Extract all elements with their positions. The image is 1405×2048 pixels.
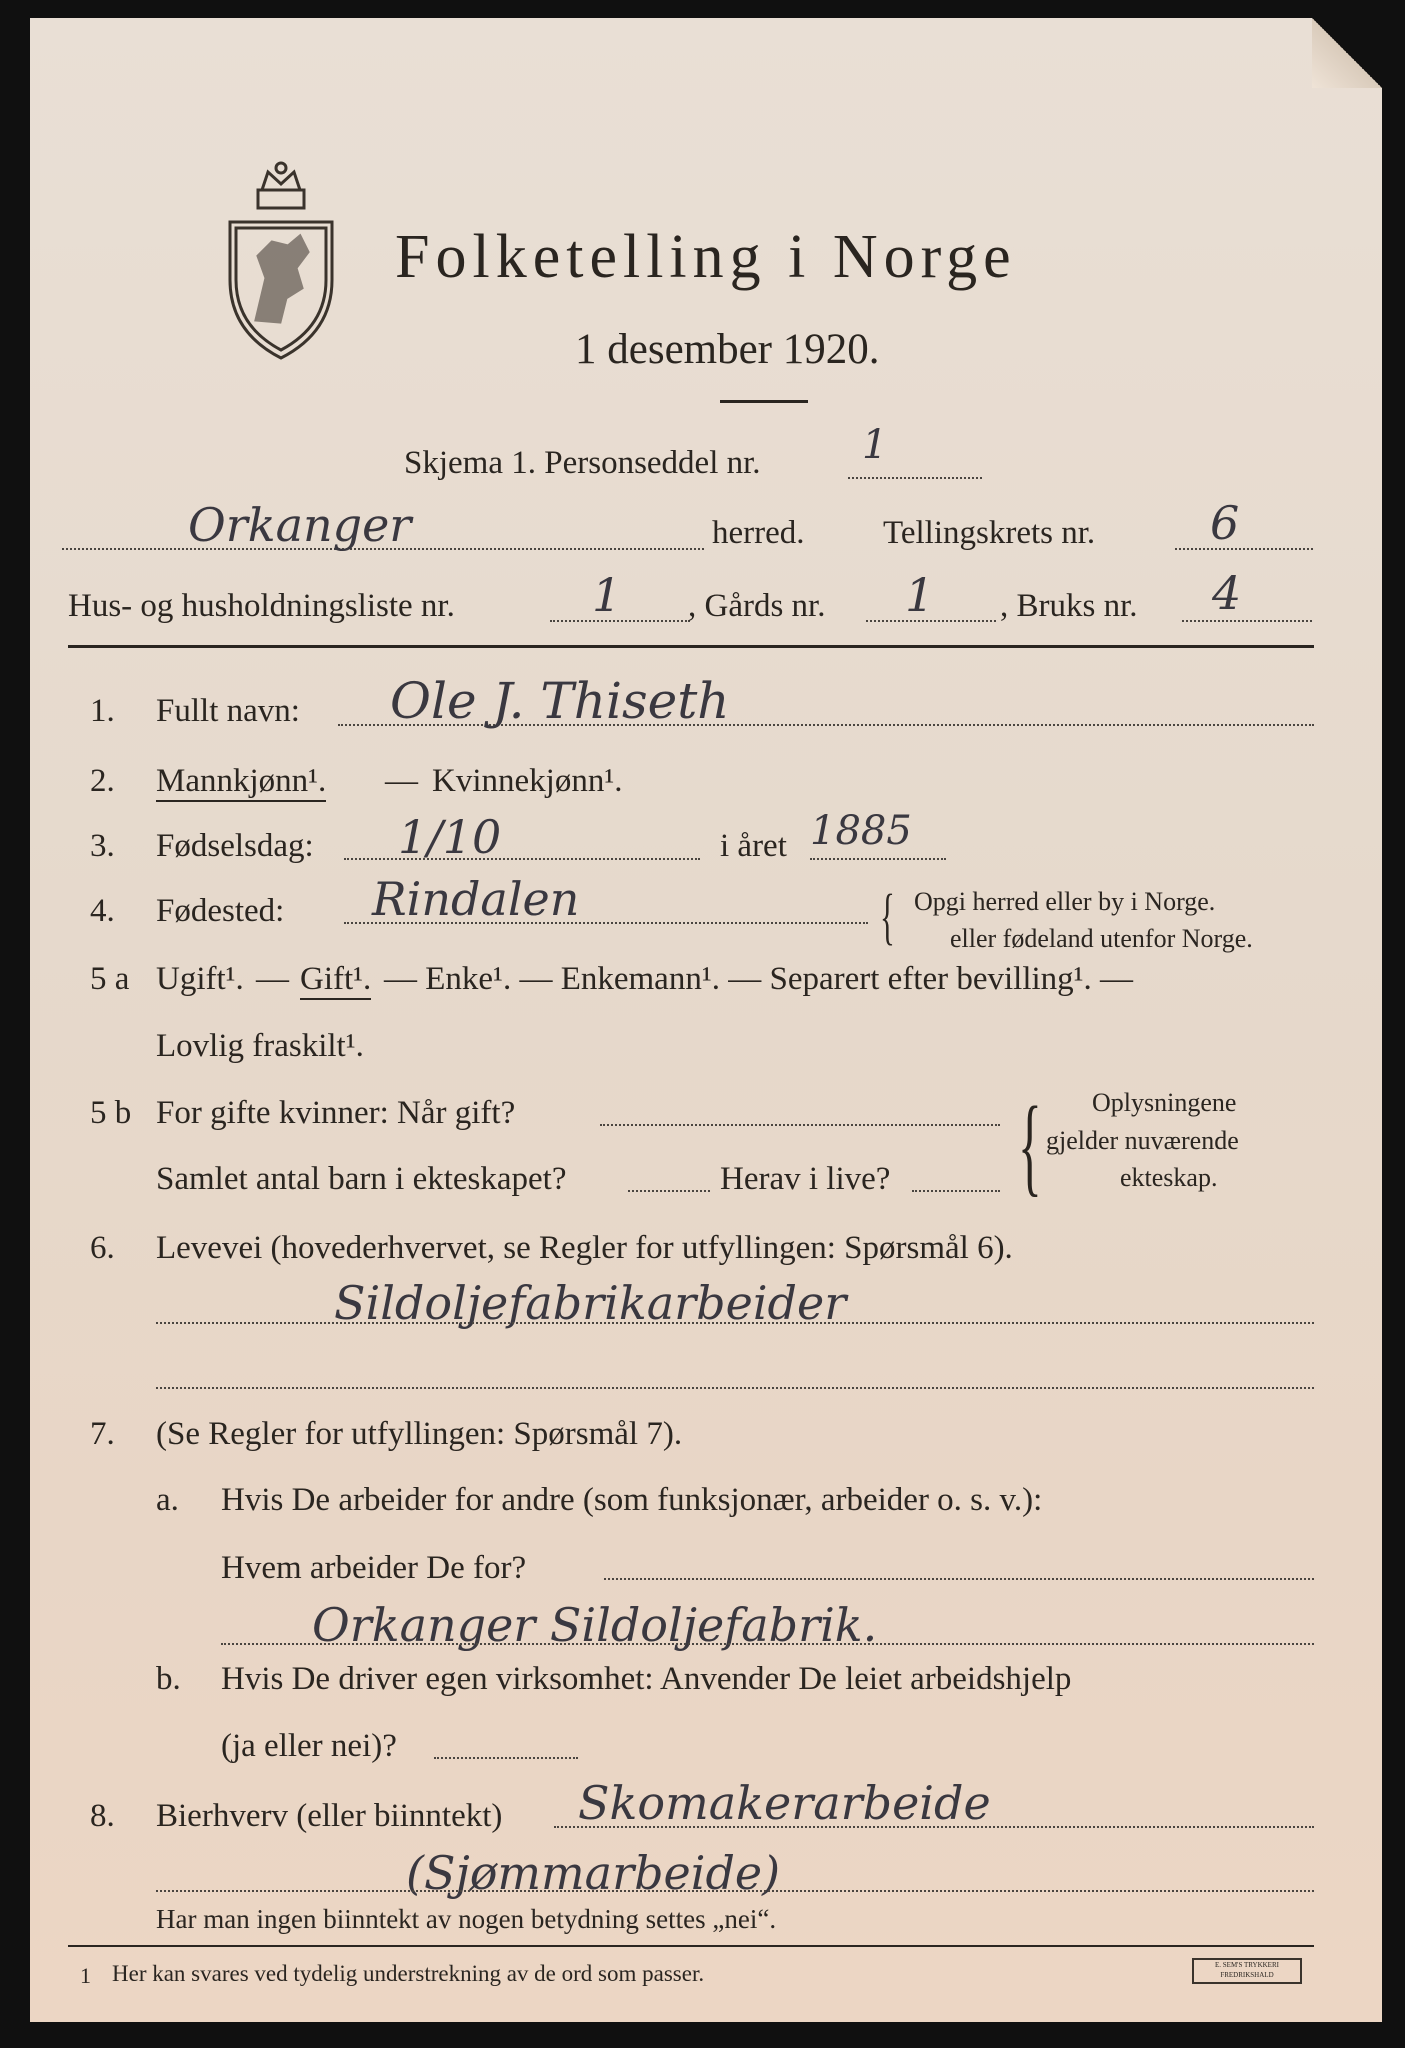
q2-number: 2. — [90, 763, 115, 799]
q5a-number: 5 a — [90, 961, 130, 997]
q5b-line1 — [600, 1124, 1000, 1126]
bruks-label: , Bruks nr. — [1000, 588, 1138, 624]
q2-mannkjonn: Mannkjønn¹. — [156, 765, 326, 802]
q7-label: (Se Regler for utfyllingen: Spørsmål 7). — [156, 1416, 683, 1452]
footnote-mark: 1 — [80, 1963, 91, 1988]
q2-separator: — — [385, 763, 418, 799]
footer-divider — [68, 1945, 1314, 1947]
q7a-value: Orkanger Sildoljefabrik. — [312, 1598, 878, 1652]
q7a-line1 — [604, 1578, 1314, 1580]
gards-label: , Gårds nr. — [688, 588, 826, 624]
q7b-line — [434, 1757, 578, 1759]
q8-line2 — [156, 1890, 1314, 1892]
q4-brace: { — [880, 883, 895, 951]
q3-year-label: i året — [720, 828, 787, 864]
q5a-sep: — — [256, 961, 289, 997]
q1-number: 1. — [90, 693, 115, 729]
q5b-label-nar-gift: For gifte kvinner: Når gift? — [156, 1095, 516, 1131]
skjema-label: Skjema 1. Personseddel nr. — [404, 445, 761, 481]
q4-number: 4. — [90, 893, 115, 929]
q5b-label-live: Herav i live? — [720, 1161, 891, 1197]
q1-label: Fullt navn: — [156, 693, 300, 729]
norway-coat-of-arms-icon — [222, 160, 340, 366]
bruks-value: 4 — [1212, 566, 1242, 620]
q6-line1 — [156, 1322, 1314, 1324]
q7-number: 7. — [90, 1416, 115, 1452]
q7a-line2 — [221, 1643, 1314, 1645]
q7a-text: Hvis De arbeider for andre (som funksjonær, arbeider o. s. v.): — [221, 1482, 1043, 1518]
q7b-question: (ja eller nei)? — [221, 1728, 397, 1764]
gards-value: 1 — [905, 568, 935, 622]
q5b-brace: { — [1018, 1084, 1042, 1206]
herred-value: Orkanger — [188, 498, 412, 552]
q6-label: Levevei (hovederhvervet, se Regler for utfyllingen: Spørsmål 6). — [156, 1230, 1013, 1266]
tellingskrets-line — [1175, 548, 1313, 550]
footnote-text: Her kan svares ved tydelig understrekning av de ord som passer. — [112, 1961, 705, 1986]
q5b-line3 — [912, 1190, 1000, 1192]
q1-value: Ole J. Thiseth — [390, 672, 730, 730]
q3-label: Fødselsdag: — [156, 828, 314, 864]
q4-value: Rindalen — [372, 872, 580, 926]
q6-value: Sildoljefabrikarbeider — [334, 1276, 847, 1330]
form-title: Folketelling i Norge — [395, 223, 1017, 291]
q6-number: 6. — [90, 1230, 115, 1266]
q8-value2: (Sjømmarbeide) — [406, 1846, 781, 1900]
q5b-label-barn: Samlet antal barn i ekteskapet? — [156, 1161, 567, 1197]
q5a-lovlig-fraskilt: Lovlig fraskilt¹. — [156, 1028, 364, 1064]
q5b-note-line3: ekteskap. — [1120, 1163, 1218, 1192]
q5b-note-line2: gjelder nuværende — [1046, 1126, 1239, 1155]
q5a-ugift: Ugift¹. — [156, 961, 244, 997]
tellingskrets-label: Tellingskrets nr. — [883, 515, 1096, 551]
herred-label: herred. — [712, 515, 805, 551]
q7a-letter: a. — [156, 1482, 179, 1518]
q3-value: 1/10 — [398, 810, 502, 864]
header-divider — [68, 645, 1314, 648]
q7a-question: Hvem arbeider De for? — [221, 1550, 527, 1586]
q5a-gift: Gift¹. — [300, 963, 371, 1000]
q7b-text: Hvis De driver egen virksomhet: Anvender De leiet arbeidshjelp — [221, 1661, 1072, 1697]
q8-label: Bierhverv (eller biinntekt) — [156, 1798, 503, 1834]
q4-label: Fødested: — [156, 893, 285, 929]
q3-year-value: 1885 — [810, 808, 912, 854]
skjema-value: 1 — [862, 422, 888, 468]
husliste-label: Hus- og husholdningsliste nr. — [68, 588, 455, 624]
q7b-letter: b. — [156, 1661, 181, 1697]
husliste-value: 1 — [592, 568, 622, 622]
q8-note: Har man ingen biinntekt av nogen betydning settes „nei“. — [156, 1904, 777, 1934]
q2-kvinnekjonn: Kvinnekjønn¹. — [432, 763, 623, 799]
q3-year-line — [810, 858, 946, 860]
torn-corner — [1312, 18, 1382, 88]
q5b-number: 5 b — [90, 1095, 132, 1131]
q4-note-line2: eller fødeland utenfor Norge. — [950, 924, 1253, 953]
q5b-note-line1: Oplysningene — [1092, 1088, 1237, 1117]
title-divider — [720, 400, 808, 403]
printer-stamp: E. SEM'S TRYKKERI FREDRIKSHALD — [1192, 1958, 1302, 1984]
form-date: 1 desember 1920. — [575, 326, 880, 373]
q4-note-line1: Opgi herred eller by i Norge. — [914, 887, 1216, 916]
q5b-line2 — [628, 1190, 710, 1192]
q8-value1: Skomakerarbeide — [578, 1776, 991, 1830]
q5a-rest: — Enke¹. — Enkemann¹. — Separert efter bevilling¹. — — [384, 961, 1134, 997]
tellingskrets-value: 6 — [1210, 496, 1240, 550]
bruks-line — [1182, 620, 1312, 622]
q8-number: 8. — [90, 1798, 115, 1834]
q6-line2 — [156, 1387, 1314, 1389]
skjema-line — [848, 477, 982, 479]
q3-number: 3. — [90, 828, 115, 864]
